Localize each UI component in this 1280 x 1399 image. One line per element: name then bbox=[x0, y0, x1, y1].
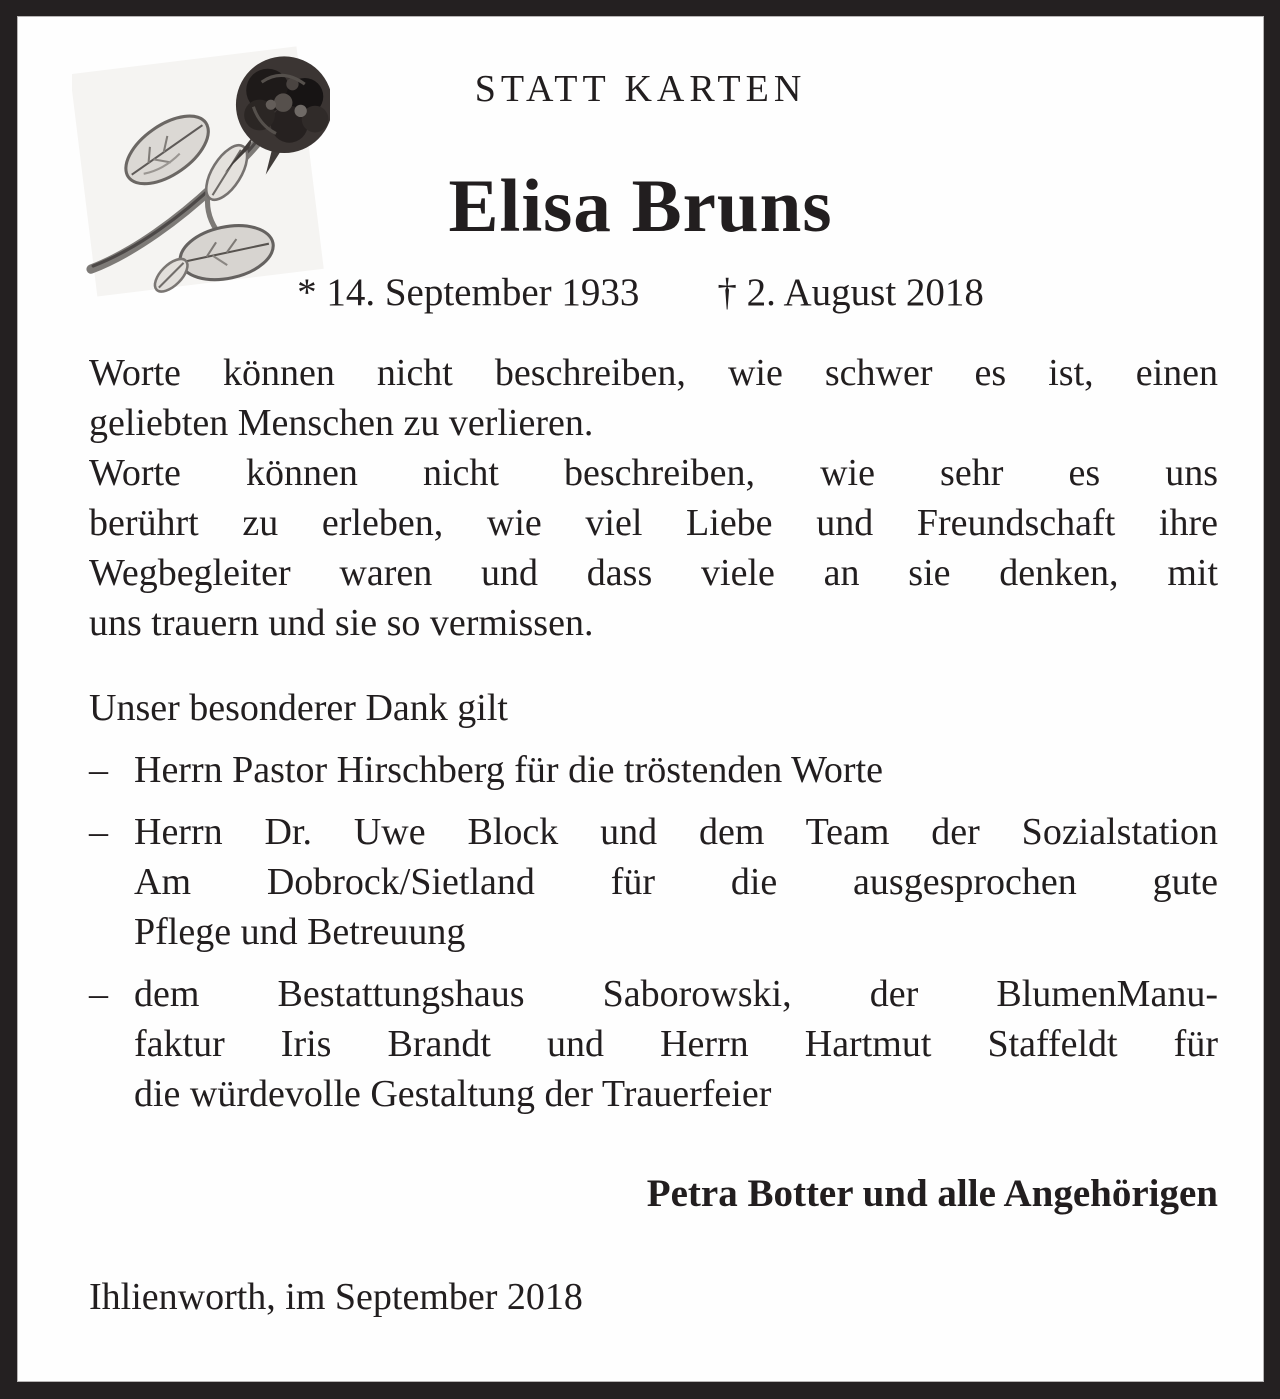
thanks-item bbox=[89, 807, 1218, 957]
paragraph-line: berührt zu erleben, wie viel Liebe und Freundschaft ihre bbox=[89, 502, 1218, 544]
deceased-name: Elisa Bruns bbox=[448, 165, 833, 248]
death-notice-card bbox=[17, 16, 1264, 1382]
dash-icon: – bbox=[89, 749, 108, 791]
paragraph-line: Wegbegleiter waren und dass viele an sie denken, mit bbox=[89, 552, 1218, 594]
item-line: faktur Iris Brandt und Herrn Hartmut Staffeldt für bbox=[134, 1023, 1218, 1065]
paragraph-line: Worte können nicht beschreiben, wie sehr es uns bbox=[89, 452, 1218, 494]
paragraph-line: geliebten Menschen zu verlieren. bbox=[89, 402, 594, 444]
condolence-paragraphs bbox=[89, 348, 1218, 648]
item-line: Herrn Dr. Uwe Block und dem Team der Sozialstation bbox=[134, 811, 1218, 853]
birth-date: * 14. September 1933 bbox=[297, 271, 640, 314]
place-date: Ihlienworth, im September 2018 bbox=[89, 1276, 583, 1318]
body-paragraph bbox=[89, 348, 1218, 448]
pre-title: STATT KARTEN bbox=[474, 68, 807, 110]
death-date: † 2. August 2018 bbox=[717, 271, 984, 314]
dash-icon: – bbox=[89, 811, 108, 853]
signature: Petra Botter und alle Angehörigen bbox=[646, 1172, 1218, 1215]
dash-icon: – bbox=[89, 973, 108, 1015]
item-line: die würdevolle Gestaltung der Trauerfeier bbox=[134, 1073, 772, 1115]
thanks-intro: Unser besonderer Dank gilt bbox=[89, 687, 508, 729]
paragraph-line: Worte können nicht beschreiben, wie schwer es ist, einen bbox=[89, 352, 1218, 394]
body-paragraph bbox=[89, 448, 1218, 648]
thanks-item bbox=[89, 969, 1218, 1119]
notice-body bbox=[89, 348, 1218, 1322]
item-line: dem Bestattungshaus Saborowski, der BlumenManu- bbox=[134, 973, 1218, 1015]
item-line: Pflege und Betreuung bbox=[134, 911, 466, 953]
rose-sketch-image bbox=[72, 41, 330, 303]
item-line: Herrn Pastor Hirschberg für die tröstenden Worte bbox=[134, 749, 883, 791]
thanks-list bbox=[89, 745, 1218, 1119]
paragraph-line: uns trauern und sie so vermissen. bbox=[89, 602, 594, 644]
thanks-item bbox=[89, 745, 1218, 795]
item-line: Am Dobrock/Sietland für die ausgesprochen gute bbox=[134, 861, 1218, 903]
